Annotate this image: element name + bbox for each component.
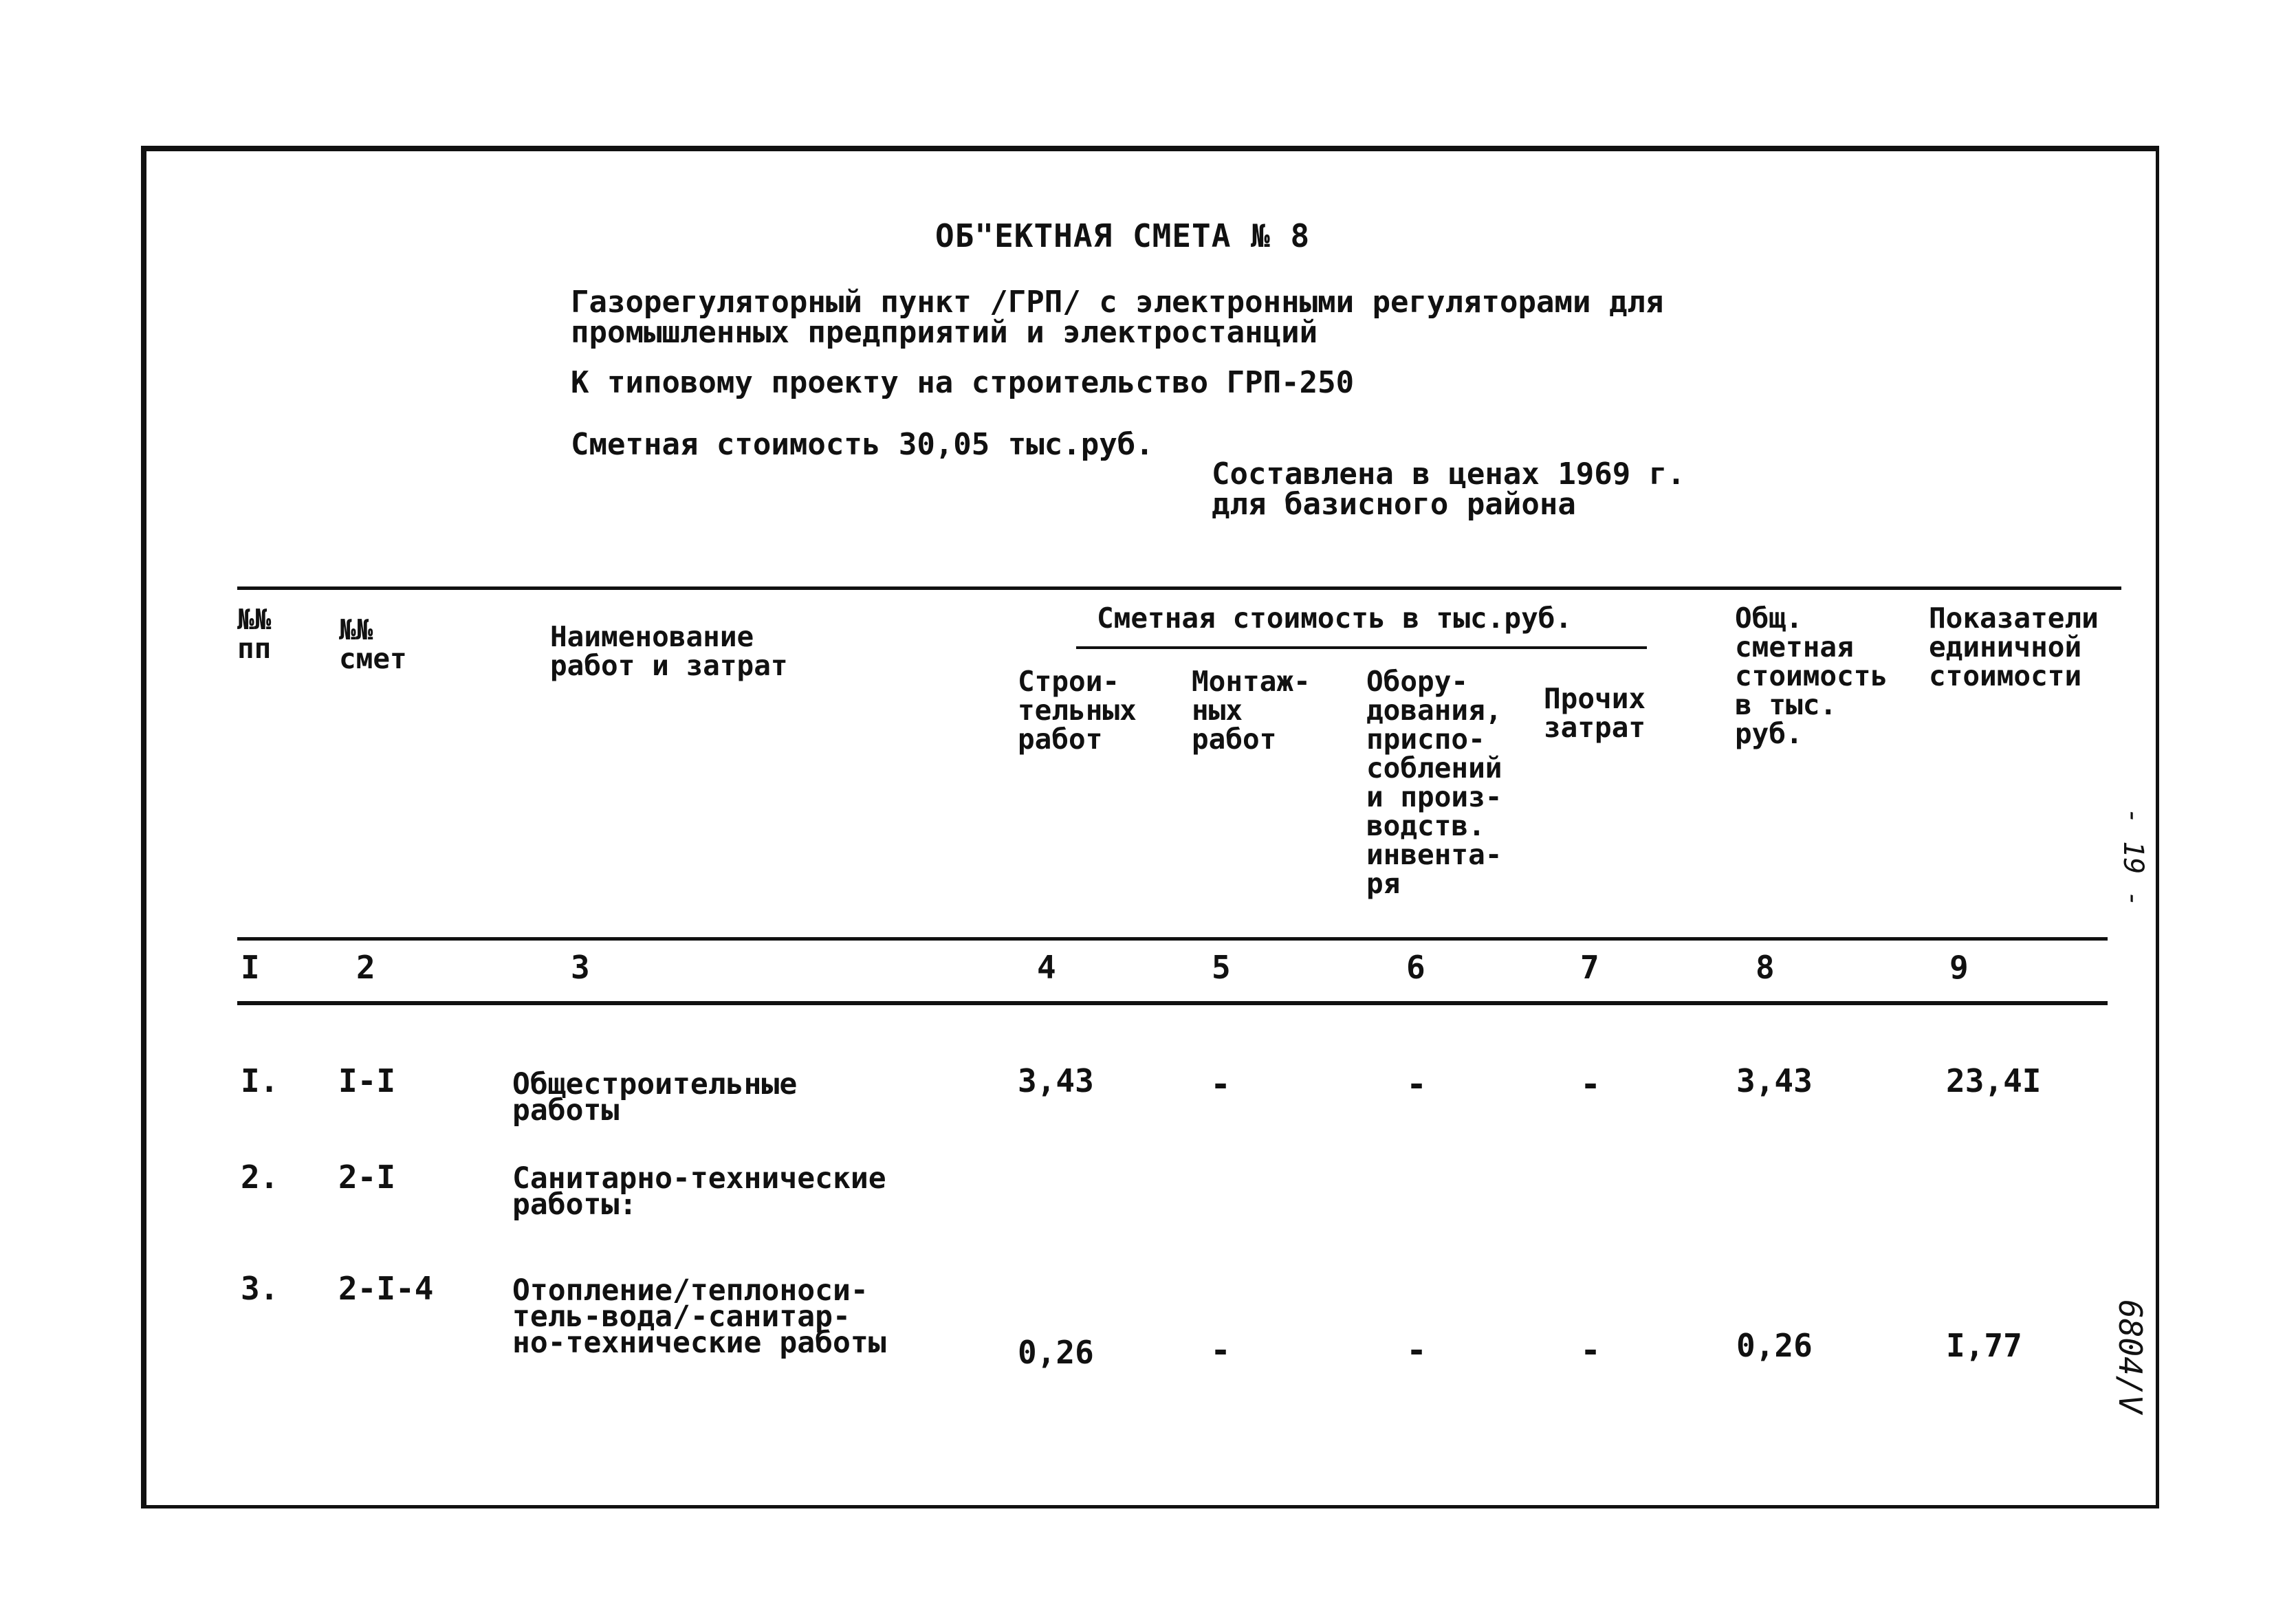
header-other-costs: Прочих затрат (1544, 682, 1646, 744)
unit-cost: 23,4I (1946, 1062, 2042, 1099)
construction-cost: 3,43 (1018, 1062, 1094, 1099)
page-frame (141, 146, 2159, 1508)
estimated-cost-line: Сметная стоимость 30,05 тыс.руб. (571, 427, 1154, 462)
equipment-cost: - (1406, 1064, 1428, 1104)
group-header-rule (1076, 646, 1647, 649)
header-estimate-number: №№ смет (339, 613, 407, 675)
header-total-cost: Общ. сметная стоимость в тыс. руб. (1735, 602, 1888, 750)
header-bottom-rule (237, 937, 2108, 941)
other-cost: - (1580, 1064, 1601, 1104)
page-number: - 19 - (2117, 808, 2149, 908)
row-number: 2. (241, 1159, 279, 1196)
header-construction-works: Строи- тельных работ (1018, 665, 1137, 756)
document-title: ОБ"ЕКТНАЯ СМЕТА № 8 (935, 217, 1311, 254)
estimate-number: 2-I (338, 1159, 396, 1196)
header-cost-group: Сметная стоимость в тыс.руб. (1097, 602, 1573, 635)
total-cost: 0,26 (1736, 1327, 1813, 1364)
table-top-rule (237, 586, 2121, 590)
work-name: Отопление/теплоноси- тель-вода/-санитар- но-технические работы (512, 1273, 886, 1360)
equipment-cost: - (1406, 1330, 1428, 1370)
header-equipment: Обору- дования, приспо- соблений и произ- водств. инвента- ря (1366, 665, 1502, 900)
column-number-4: 4 (1037, 949, 1056, 986)
installation-cost: - (1210, 1330, 1232, 1370)
work-name: Общестроительные работы (512, 1067, 798, 1128)
column-number-3: 3 (571, 949, 590, 986)
header-row-number: №№ пп (237, 603, 272, 665)
column-number-7: 7 (1580, 949, 1599, 986)
prices-line-2: для базисного района (1212, 487, 1576, 522)
archive-code: 6804/V (2112, 1299, 2149, 1414)
column-number-6: 6 (1406, 949, 1425, 986)
estimate-number: I-I (338, 1062, 396, 1099)
column-number-8: 8 (1756, 949, 1775, 986)
row-number: I. (241, 1062, 279, 1099)
other-cost: - (1580, 1330, 1601, 1370)
column-number-1: I (241, 949, 260, 986)
column-number-5: 5 (1212, 949, 1231, 986)
header-installation-works: Монтаж- ных работ (1192, 665, 1311, 756)
prices-line-1: Составлена в ценах 1969 г. (1212, 457, 1685, 492)
work-name: Санитарно-технические работы: (512, 1161, 886, 1222)
installation-cost: - (1210, 1064, 1232, 1104)
construction-cost: 0,26 (1018, 1334, 1094, 1371)
header-work-name: Наименование работ и затрат (550, 620, 788, 682)
total-cost: 3,43 (1736, 1062, 1813, 1099)
subtitle-line-1: Газорегуляторный пункт /ГРП/ с электронными регуляторами для (571, 285, 1664, 320)
project-line: К типовому проекту на строительство ГРП-250 (571, 365, 1355, 400)
subtitle-line-2: промышленных предприятий и электростанций (571, 315, 1318, 350)
row-number: 3. (241, 1270, 279, 1307)
column-numbers-rule (237, 1001, 2108, 1005)
column-number-9: 9 (1949, 949, 1969, 986)
header-unit-cost-indicators: Показатели единичной стоимости (1929, 602, 2099, 692)
unit-cost: I,77 (1946, 1327, 2022, 1364)
column-number-2: 2 (356, 949, 375, 986)
estimate-number: 2-I-4 (338, 1270, 434, 1307)
